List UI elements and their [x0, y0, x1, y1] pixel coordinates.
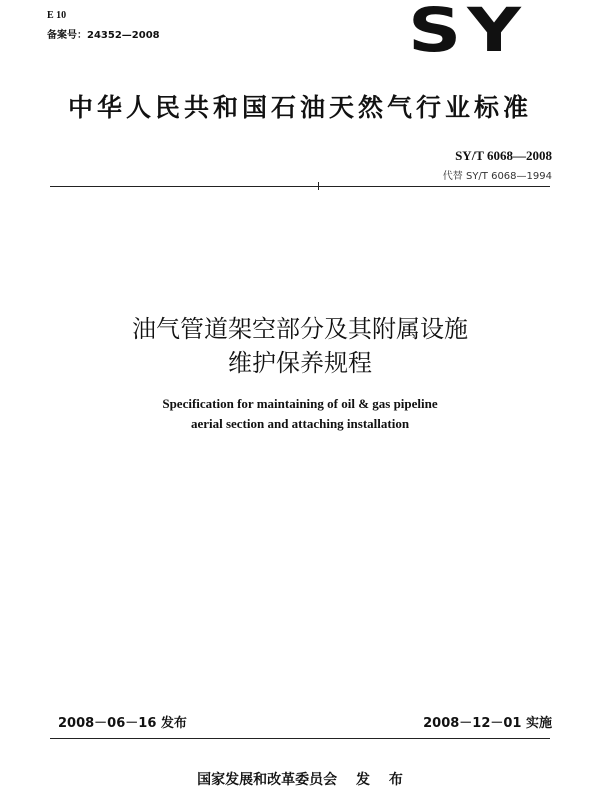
sy-logo: SY: [408, 0, 527, 66]
bottom-divider: [50, 738, 550, 739]
implementation-date: 2008－12－01 实施: [423, 716, 552, 731]
title-en-line1: Specification for maintaining of oil & gas pipeline: [162, 396, 438, 411]
title-cn-line1: 油气管道架空部分及其附属设施: [132, 315, 468, 343]
top-divider: [50, 186, 550, 187]
issue-date: 2008－06－16 发布: [58, 716, 187, 731]
replaces-standard: 代替 SY/T 6068—1994: [442, 171, 552, 182]
org-title: 中华人民共和国石油天然气行业标准: [67, 93, 532, 122]
title-en-line2: aerial section and attaching installation: [190, 416, 410, 431]
divider-tick: [318, 182, 319, 190]
standard-number: SY/T 6068—2008: [455, 148, 552, 163]
filing-number: 备案号：24352—2008: [47, 30, 160, 41]
issuing-authority: 国家发展和改革委员会 发 布: [197, 772, 403, 788]
ics-code: E 10: [47, 10, 67, 21]
title-cn-line2: 维护保养规程: [228, 349, 372, 377]
